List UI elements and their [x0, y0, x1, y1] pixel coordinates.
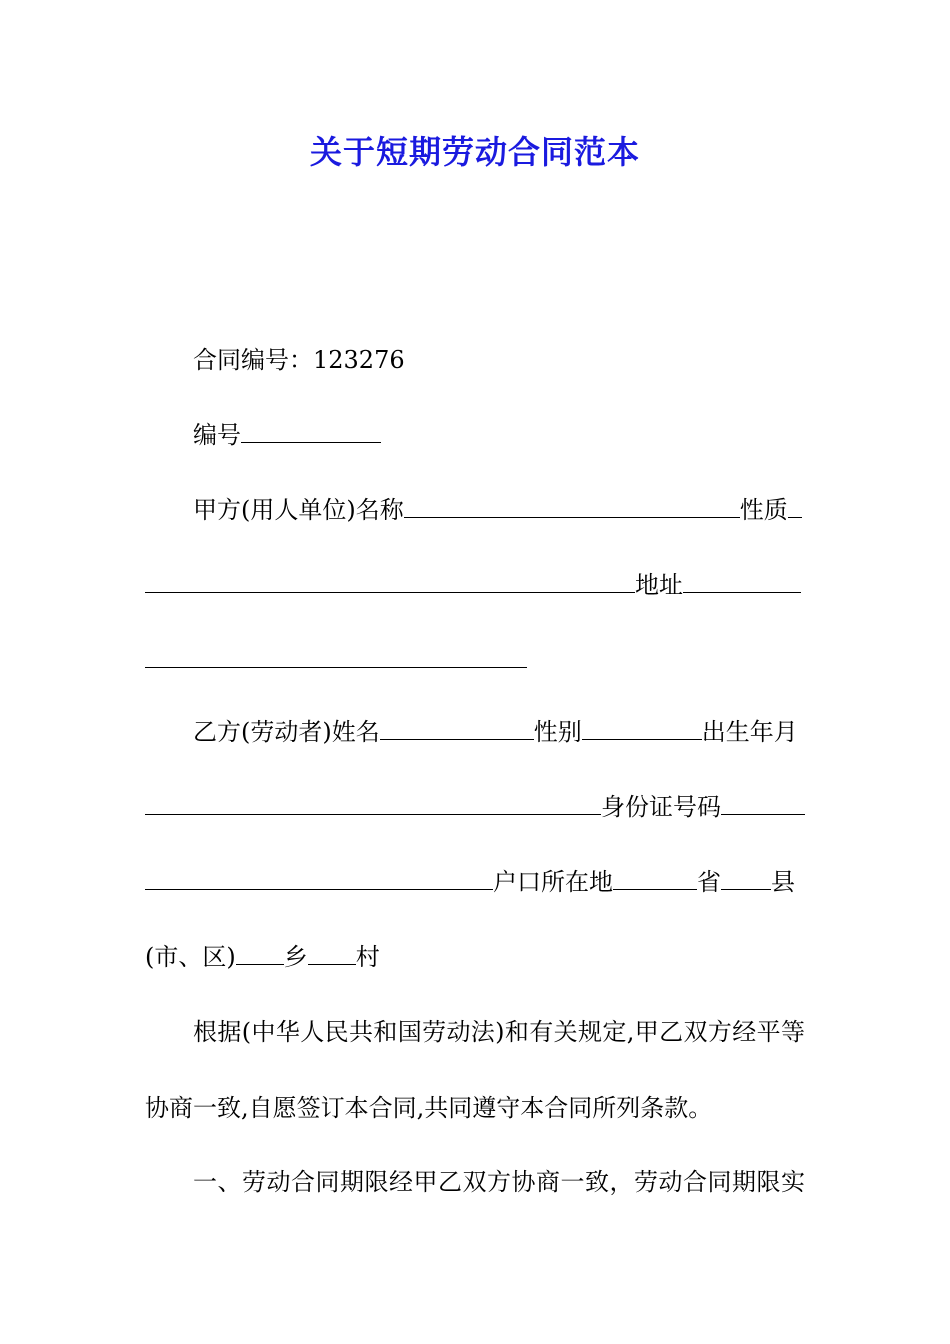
party-a-address-line: [145, 565, 801, 605]
party-b-hukou-label: 户口所在地: [493, 868, 613, 896]
party-b-gender-label: 性别: [533, 718, 582, 746]
contract-number-line: [193, 340, 405, 380]
party-a-address-label: 地址: [635, 571, 683, 599]
party-b-name-label: 乙方(劳动者)姓名: [193, 718, 380, 746]
contract-number-value: 123276: [313, 346, 405, 374]
party-b-name-line: [193, 712, 798, 752]
party-b-id-label: 身份证号码: [601, 793, 721, 821]
party-a-address-blank-start: [683, 566, 801, 593]
basis-paragraph-line-2: 协商一致,自愿签订本合同,共同遵守本合同所列条款。: [145, 1094, 713, 1122]
party-b-birth-label: 出生年月: [701, 718, 798, 746]
party-b-township-label: 乡: [283, 943, 308, 971]
party-b-city-blank: [236, 938, 284, 965]
party-a-nature-blank-start: [788, 491, 802, 518]
basis-paragraph-line-1: 根据(中华人民共和国劳动法)和有关规定,甲乙双方经平等: [193, 1018, 805, 1046]
party-b-name-blank: [380, 713, 534, 740]
party-b-village-label: 村: [355, 943, 380, 971]
number-label: 编号: [193, 421, 241, 449]
party-b-id-blank: [145, 863, 493, 890]
party-b-id-blank-start: [721, 788, 805, 815]
party-b-county-blank: [721, 863, 771, 890]
number-blank: [241, 416, 381, 443]
document-title: 关于短期劳动合同范本: [309, 133, 640, 171]
contract-number-label: 合同编号：: [193, 346, 313, 374]
party-b-village-line: [145, 937, 380, 977]
party-b-county-label: 县: [771, 868, 795, 896]
party-a-address-continue-line: [145, 640, 527, 680]
party-b-birth-blank: [145, 788, 601, 815]
party-b-province-blank: [613, 863, 697, 890]
party-a-nature-blank: [145, 566, 635, 593]
party-a-name-label: 甲方(用人单位)名称: [193, 496, 404, 524]
party-b-hukou-line: [145, 862, 795, 902]
party-a-name-line: [193, 490, 802, 530]
party-b-province-label: 省: [697, 868, 721, 896]
clause-1-line-1: 一、劳动合同期限经甲乙双方协商一致，劳动合同期限实: [193, 1168, 805, 1196]
party-b-city-label: (市、区): [145, 943, 236, 971]
party-b-id-line: [145, 787, 805, 827]
party-a-address-blank: [145, 641, 527, 668]
party-b-township-blank: [308, 938, 356, 965]
party-a-nature-label: 性质: [739, 496, 788, 524]
party-b-gender-blank: [582, 713, 702, 740]
number-line: [193, 415, 381, 455]
party-a-name-blank: [404, 491, 740, 518]
